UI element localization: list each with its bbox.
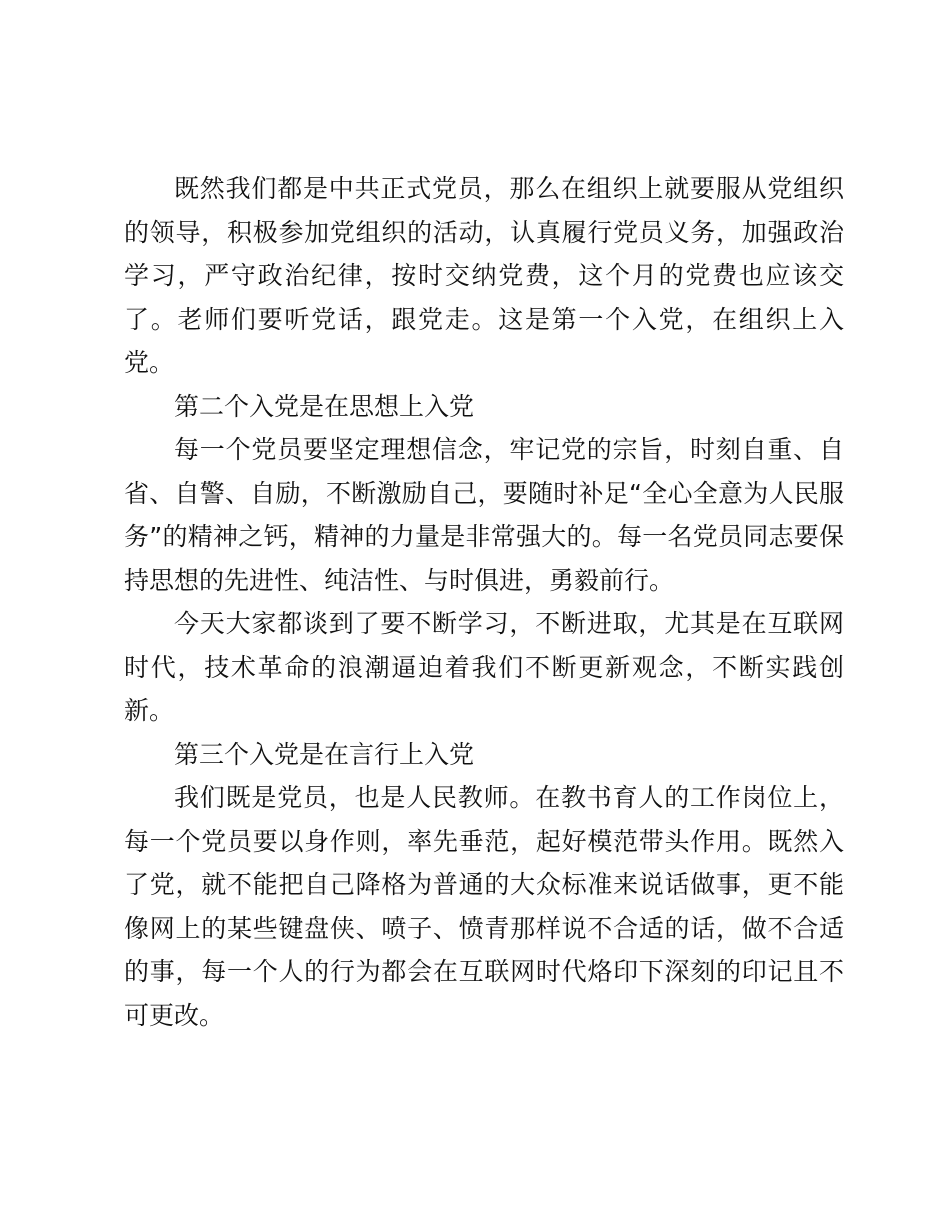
paragraph-learning: 今天大家都谈到了要不断学习，不断进取，尤其是在互联网时代，技术革命的浪潮逼迫着我们不断更新观念，不断实践创新。 [124,609,844,725]
paragraph-ideals: 每一个党员要坚定理想信念，牢记党的宗旨，时刻自重、自省、自警、自励，不断激励自己，要随时补足“全心全意为人民服务”的精神之钙，精神的力量是非常强大的。每一名党员同志要保持思想的先进性、纯洁性、与时俱进，勇毅前行。 [124,435,844,595]
section-heading-conduct: 第三个入党是在言行上入党 [174,739,475,769]
paragraph-organization: 既然我们都是中共正式党员，那么在组织上就要服从党组织的领导，积极参加党组织的活动，认真履行党员义务，加强政治学习，严守政治纪律，按时交纳党费，这个月的党费也应该交了。老师们要听党话，跟党走。这是第一个入党，在组织上入党。 [124,174,844,377]
paragraph-teacher-conduct: 我们既是党员，也是人民教师。在教书育人的工作岗位上，每一个党员要以身作则，率先垂范，起好模范带头作用。既然入了党，就不能把自己降格为普通的大众标准来说话做事，更不能像网上的某些键盘侠、喷子、愤青那样说不合适的话，做不合适的事，每一个人的行为都会在互联网时代烙印下深刻的印记且不可更改。 [124,783,844,1030]
section-heading-thought: 第二个入党是在思想上入党 [174,391,475,421]
document-body [124,167,844,1037]
